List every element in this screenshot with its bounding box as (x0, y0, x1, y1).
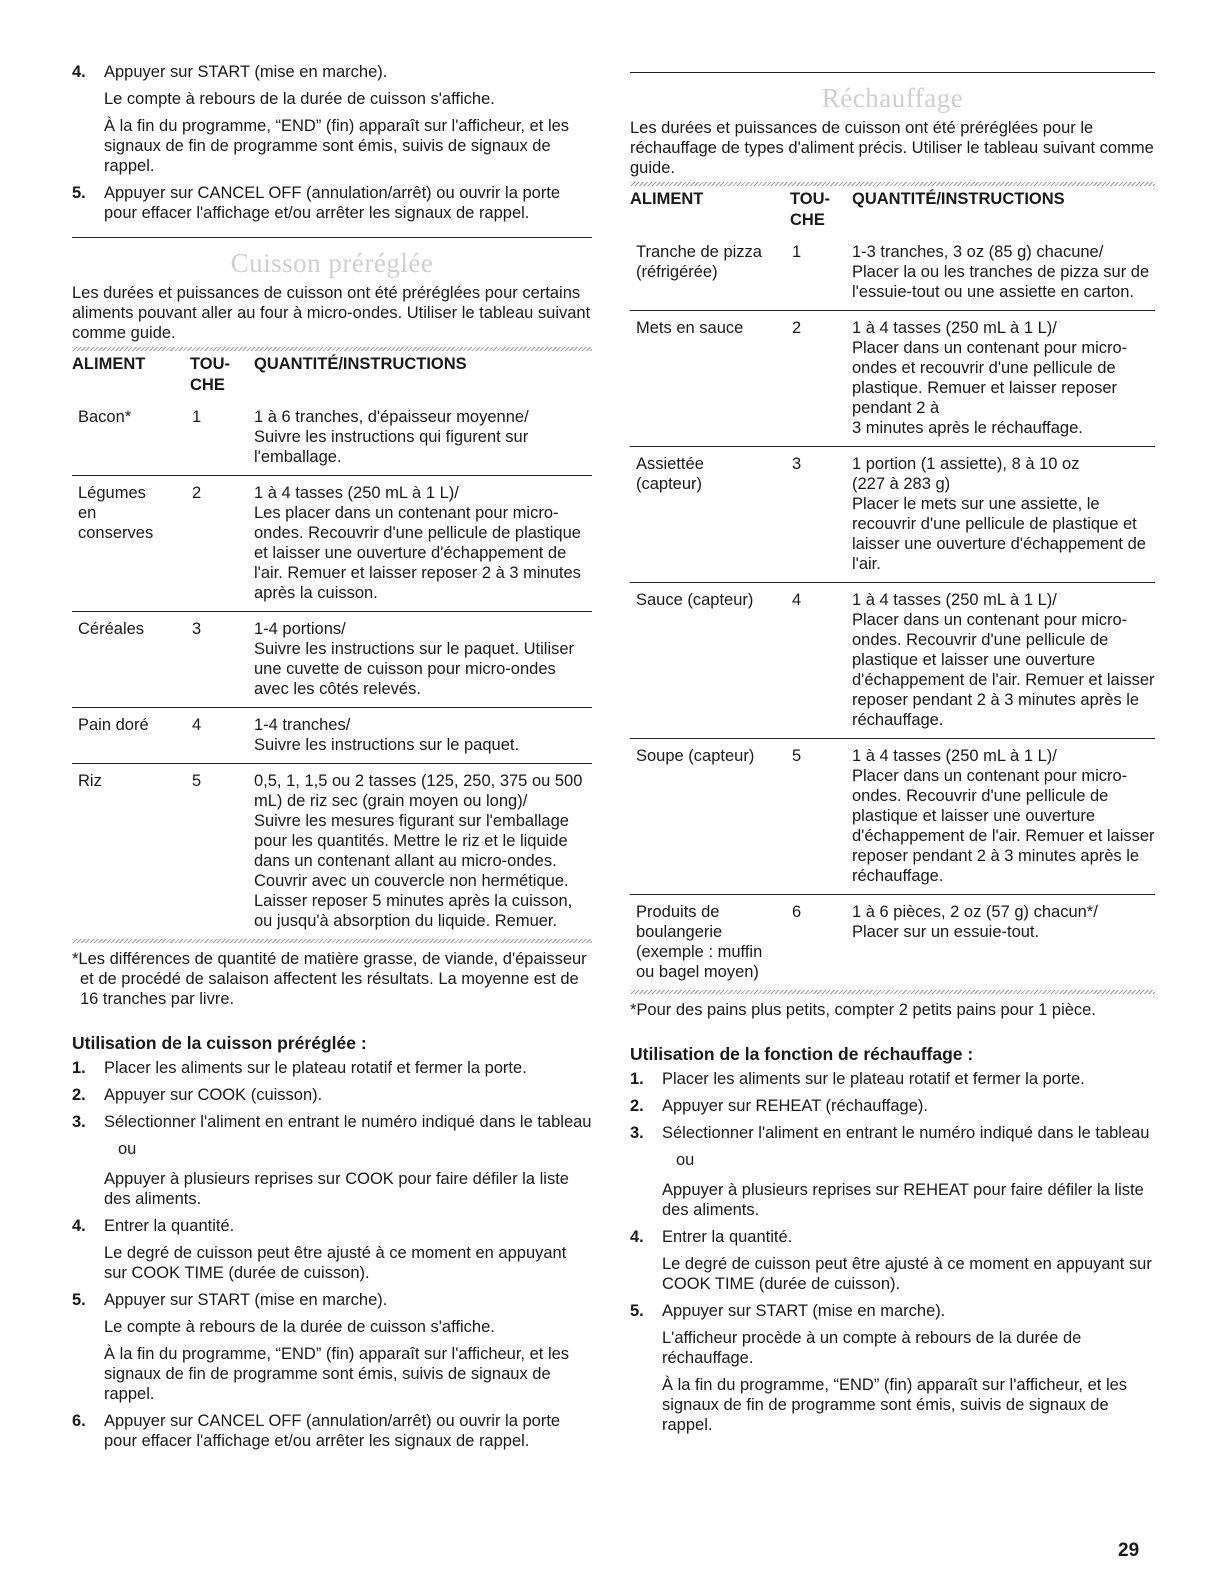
key-cell: 2 (190, 476, 254, 612)
step-item (72, 1216, 592, 1283)
instructions-cell: 1 à 4 tasses (250 mL à 1 L)/ Placer dans un contenant pour micro-ondes. Recouvrir d'une pellicule de plastique et laisser une ouverture d'échappement de l'air. Remuer et laisser reposer pendant 2 à 3 minutes après le réchauffage. (852, 583, 1155, 739)
step-text: Appuyer sur CANCEL OFF (annulation/arrêt) ou ouvrir la porte pour effacer l'affichage et/ou arrêter les signaux de rappel. (104, 1412, 561, 1450)
step-number: 4. (630, 1228, 644, 1246)
preset-cook-table (72, 351, 592, 939)
step-item (72, 1085, 592, 1105)
step-text: Le degré de cuisson peut être ajusté à ce moment en appuyant sur COOK TIME (durée de cuisson). (662, 1255, 1152, 1293)
step-item (630, 1301, 1155, 1435)
step-text: Appuyer sur START (mise en marche). (662, 1302, 946, 1320)
table-row (630, 583, 1155, 739)
step-text: À la fin du programme, “END” (fin) apparaît sur l'afficheur, et les signaux de fin de programme sont émis, suivis de signaux de rappel. (104, 1345, 570, 1403)
section-title-cuisson: Cuisson préréglée (230, 248, 434, 278)
table-row (72, 400, 592, 476)
step-item (72, 1058, 592, 1078)
step-text: Le degré de cuisson peut être ajusté à ce moment en appuyant sur COOK TIME (durée de cuisson). (104, 1244, 567, 1282)
table-header: ALIMENT (630, 190, 704, 208)
step-item (72, 62, 592, 176)
step-number: 5. (630, 1302, 644, 1320)
table-row (630, 739, 1155, 895)
step-item (630, 1096, 1155, 1116)
step-or: ou (118, 1140, 137, 1158)
table-row (630, 895, 1155, 991)
key-cell: 5 (190, 764, 254, 940)
table-bottom-hatch (72, 939, 592, 943)
food-cell: Tranche de pizza (réfrigérée) (636, 243, 762, 281)
step-text: L'afficheur procède à un compte à rebours de la durée de réchauffage. (662, 1329, 1082, 1367)
step-text: Entrer la quantité. (662, 1228, 793, 1246)
table-row (72, 764, 592, 940)
step-text: Appuyer sur COOK (cuisson). (104, 1086, 323, 1104)
step-item (630, 1227, 1155, 1294)
usage-steps (630, 1069, 1155, 1435)
usage-steps (72, 1058, 592, 1451)
food-cell: Sauce (capteur) (630, 583, 790, 739)
instructions-cell: 1 à 4 tasses (250 mL à 1 L)/ Placer dans un contenant pour micro-ondes. Recouvrir d'une pellicule de plastique et laisser une ouverture d'échappement de l'air. Remuer et laisser reposer pendant 2 à 3 minutes après le réchauffage. (852, 739, 1155, 895)
step-number: 5. (72, 1291, 86, 1309)
step-text: Entrer la quantité. (104, 1217, 235, 1235)
instructions-cell: 0,5, 1, 1,5 ou 2 tasses (125, 250, 375 ou 500 mL) de riz sec (grain moyen ou long)/ Suivre les mesures figurant sur l'emballage pour les quantités. Mettre le riz et le liquide dans un contenant allant au micro-ondes. Couvrir avec un couvercle non hermétique. Laisser reposer 5 minutes après la cuisson, ou jusqu'à absorption du liquide. Remuer. (254, 764, 592, 940)
step-number: 3. (630, 1124, 644, 1142)
table-row (72, 612, 592, 708)
page-number: 29 (1118, 1540, 1140, 1561)
step-item (72, 1411, 592, 1451)
key-cell: 2 (790, 311, 852, 447)
step-item (630, 1123, 1155, 1220)
instructions-cell: 1 portion (1 assiette), 8 à 10 oz (227 à 283 g) Placer le mets sur une assiette, le recouvrir d'une pellicule de plastique et laisser une ouverture d'échappement de l'air. (852, 447, 1155, 583)
step-number: 1. (72, 1059, 86, 1077)
instructions-cell: 1-3 tranches, 3 oz (85 g) chacune/ Placer la ou les tranches de pizza sur de l'essuie-tout ou une assiette en carton. (852, 243, 1150, 301)
instructions-cell: 1 à 4 tasses (250 mL à 1 L)/ Placer dans un contenant pour micro-ondes et recouvrir d'une pellicule de plastique. Remuer et laisser reposer pendant 2 à 3 minutes après le réchauffage. (852, 311, 1155, 447)
step-number: 6. (72, 1412, 86, 1430)
table-row (630, 311, 1155, 447)
table-bottom-hatch (630, 990, 1155, 994)
section-intro: Les durées et puissances de cuisson ont été préréglées pour certains aliments pouvant aller au four à micro-ondes. Utiliser le tableau suivant comme guide. (72, 284, 591, 342)
table-footnote: *Pour des pains plus petits, compter 2 petits pains pour 1 pièce. (630, 1001, 1096, 1019)
step-text: Placer les aliments sur le plateau rotatif et fermer la porte. (104, 1059, 527, 1077)
step-text: Appuyer sur START (mise en marche). (104, 63, 388, 81)
table-header: QUANTITÉ/INSTRUCTIONS (254, 355, 467, 373)
step-number: 2. (72, 1086, 86, 1104)
top-steps (72, 62, 592, 223)
section-rule (72, 237, 592, 238)
table-header: TOU- CHE (790, 190, 831, 229)
instructions-cell: 1 à 4 tasses (250 mL à 1 L)/ Les placer dans un contenant pour micro-ondes. Recouvrir d'une pellicule de plastique et laisser une ouverture d'échappement de l'air. Remuer et laisser reposer 2 à 3 minutes après la cuisson. (254, 476, 592, 612)
step-item (630, 1069, 1155, 1089)
instructions-cell: 1-4 portions/ Suivre les instructions sur le paquet. Utiliser une cuvette de cuisson pour micro-ondes avec les côtés relevés. (254, 612, 592, 708)
step-number: 4. (72, 1217, 86, 1235)
instructions-cell: 1 à 6 pièces, 2 oz (57 g) chacun*/ Placer sur un essuie-tout. (852, 895, 1155, 991)
food-cell: Pain doré (72, 708, 190, 764)
food-cell: Soupe (capteur) (630, 739, 790, 895)
food-cell: Bacon* (78, 408, 132, 426)
step-text: Sélectionner l'aliment en entrant le numéro indiqué dans le tableau (662, 1124, 1150, 1142)
food-cell: Mets en sauce (630, 311, 790, 447)
instructions-cell: 1-4 tranches/ Suivre les instructions sur le paquet. (254, 708, 592, 764)
food-cell: Riz (72, 764, 190, 940)
table-row (72, 708, 592, 764)
step-number: 1. (630, 1070, 644, 1088)
table-header: TOU- CHE (190, 355, 231, 394)
step-text: À la fin du programme, “END” (fin) apparaît sur l'afficheur, et les signaux de fin de programme sont émis, suivis de signaux de rappel. (104, 117, 570, 175)
step-item (72, 1112, 592, 1209)
table-footnote: *Les différences de quantité de matière grasse, de viande, d'épaisseur et de procédé de salaison affectent les résultats. La moyenne est de 16 tranches par livre. (72, 950, 587, 1008)
step-text: Appuyer à plusieurs reprises sur COOK pour faire défiler la liste des aliments. (104, 1170, 569, 1208)
step-number: 3. (72, 1113, 86, 1131)
usage-heading: Utilisation de la fonction de réchauffage : (630, 1044, 974, 1064)
right-column (630, 62, 1155, 1442)
food-cell: Céréales (72, 612, 190, 708)
section-title-rechauffage: Réchauffage (821, 83, 964, 113)
step-text: Appuyer à plusieurs reprises sur REHEAT pour faire défiler la liste des aliments. (662, 1181, 1144, 1219)
food-cell: Assiettée (capteur) (630, 447, 790, 583)
step-item (72, 1290, 592, 1404)
step-text: Le compte à rebours de la durée de cuisson s'affiche. (104, 90, 495, 108)
step-text: Placer les aliments sur le plateau rotatif et fermer la porte. (662, 1070, 1085, 1088)
key-cell: 4 (790, 583, 852, 739)
key-cell: 3 (790, 447, 852, 583)
table-row (630, 447, 1155, 583)
step-number: 5. (72, 184, 86, 202)
usage-heading: Utilisation de la cuisson préréglée : (72, 1033, 367, 1053)
table-header: QUANTITÉ/INSTRUCTIONS (852, 190, 1065, 208)
step-number: 4. (72, 63, 86, 81)
step-text: Le compte à rebours de la durée de cuisson s'affiche. (104, 1318, 495, 1336)
table-header: ALIMENT (72, 355, 146, 373)
key-cell: 6 (790, 895, 852, 991)
key-cell: 1 (792, 243, 802, 261)
reheat-table (630, 186, 1155, 990)
key-cell: 4 (190, 708, 254, 764)
key-cell: 5 (790, 739, 852, 895)
step-or: ou (676, 1151, 695, 1169)
table-row (630, 235, 1155, 311)
food-cell: Légumes en conserves (72, 476, 190, 612)
table-row (72, 476, 592, 612)
key-cell: 3 (190, 612, 254, 708)
step-text: Sélectionner l'aliment en entrant le numéro indiqué dans le tableau (104, 1113, 592, 1131)
section-rule (630, 72, 1155, 73)
step-text: Appuyer sur CANCEL OFF (annulation/arrêt) ou ouvrir la porte pour effacer l'affichage et/ou arrêter les signaux de rappel. (104, 184, 561, 222)
step-text: Appuyer sur REHEAT (réchauffage). (662, 1097, 928, 1115)
instructions-cell: 1 à 6 tranches, d'épaisseur moyenne/ Suivre les instructions qui figurent sur l'emballage. (254, 408, 529, 466)
step-text: À la fin du programme, “END” (fin) apparaît sur l'afficheur, et les signaux de fin de programme sont émis, suivis de signaux de rappel. (662, 1376, 1128, 1434)
section-intro: Les durées et puissances de cuisson ont été préréglées pour le réchauffage de types d'aliment précis. Utiliser le tableau suivant comme guide. (630, 119, 1154, 177)
step-number: 2. (630, 1097, 644, 1115)
key-cell: 1 (192, 408, 202, 426)
step-text: Appuyer sur START (mise en marche). (104, 1291, 388, 1309)
left-column (72, 62, 592, 1458)
step-item (72, 183, 592, 223)
food-cell: Produits de boulangerie (exemple : muffin ou bagel moyen) (630, 895, 790, 991)
